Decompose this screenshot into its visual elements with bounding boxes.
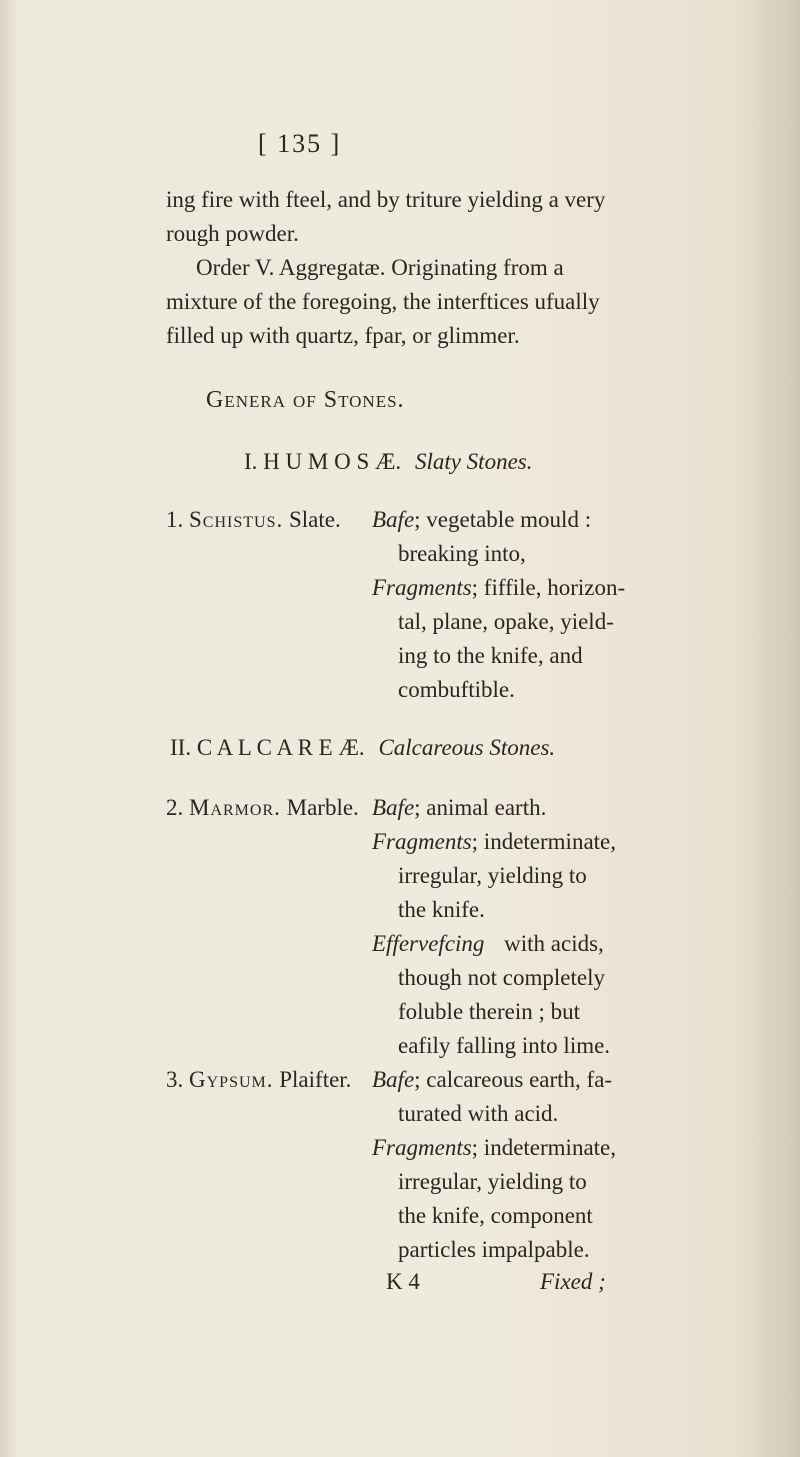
entry-line: particles impalpable.	[398, 1237, 590, 1262]
section-subtitle: Calcareous Stones.	[378, 735, 556, 760]
entry-gypsum-base	[372, 1066, 612, 1094]
entry-marmor-base	[372, 794, 546, 822]
entry-marmor-label	[166, 794, 359, 822]
entry-marmor-effervescing	[372, 930, 604, 958]
entry-line: though not completely	[398, 965, 605, 990]
entry-schistus-fragments	[372, 574, 625, 602]
entry-line: irregular, yielding to	[398, 863, 587, 888]
effervescing-label: Effervefcing	[372, 931, 485, 956]
base-label: Bafe	[372, 1067, 415, 1092]
entry-line: tal, plane, opake, yield-	[398, 609, 614, 634]
fragments-text: ; indeterminate,	[471, 1135, 617, 1160]
entry-number: 1.	[166, 507, 184, 532]
entry-line: ing to the knife, and	[398, 643, 583, 668]
fragments-text: ; fiffile, horizon-	[471, 575, 626, 600]
entry-english-name: Marble.	[286, 795, 359, 820]
entry-schistus-label	[166, 506, 341, 534]
entry-line: turated with acid.	[398, 1101, 559, 1126]
entry-line: combuftible.	[398, 677, 515, 702]
section-subtitle: Slaty Stones.	[414, 449, 533, 474]
entry-number: 2.	[166, 795, 184, 820]
section-heading-humosae	[244, 448, 532, 476]
signature-mark: K 4	[386, 1269, 420, 1294]
section-title: II. C A L C A R E Æ.	[170, 735, 365, 760]
effervescing-text: with acids,	[504, 931, 604, 956]
entry-gypsum-fragments	[372, 1134, 616, 1162]
intro-line-4: mixture of the foregoing, the interftices ufually	[166, 289, 600, 314]
entry-line: the knife.	[398, 897, 485, 922]
entry-number: 3.	[166, 1067, 184, 1092]
entry-latin-name: Gypsum.	[189, 1067, 274, 1092]
page-number-header: [ 135 ]	[258, 129, 342, 158]
intro-line-1: ing fire with fteel, and by triture yielding a very	[166, 187, 606, 212]
fragments-label: Fragments	[372, 829, 472, 854]
genera-heading: Genera of Stones.	[206, 387, 405, 413]
entry-line: irregular, yielding to	[398, 1169, 587, 1194]
entry-schistus-base	[372, 506, 591, 534]
base-text: ; vegetable mould :	[414, 507, 592, 532]
entry-english-name: Slate.	[288, 507, 341, 532]
section-heading-calcareae	[170, 734, 555, 762]
intro-line-5: filled up with quartz, fpar, or glimmer.	[166, 323, 520, 348]
catchword: Fixed ;	[540, 1269, 606, 1294]
entry-gypsum-label	[166, 1066, 351, 1094]
entry-english-name: Plaifter.	[279, 1067, 352, 1092]
entry-line: breaking into,	[398, 541, 526, 566]
base-text: ; calcareous earth, fa-	[414, 1067, 613, 1092]
entry-latin-name: Schistus.	[189, 507, 284, 532]
base-label: Bafe	[372, 507, 415, 532]
entry-marmor-fragments	[372, 828, 616, 856]
intro-line-3: Order V. Aggregatæ. Originating from a	[196, 255, 564, 280]
intro-line-2: rough powder.	[166, 221, 299, 246]
entry-latin-name: Marmor.	[189, 795, 281, 820]
fragments-text: ; indeterminate,	[471, 829, 617, 854]
entry-line: foluble therein ; but	[398, 999, 581, 1024]
section-title: I. H U M O S Æ.	[244, 449, 402, 474]
entry-line: eafily falling into lime.	[398, 1033, 611, 1058]
base-label: Bafe	[372, 795, 415, 820]
fragments-label: Fragments	[372, 1135, 472, 1160]
entry-line: the knife, component	[398, 1203, 593, 1228]
base-text: ; animal earth.	[414, 795, 547, 820]
fragments-label: Fragments	[372, 575, 472, 600]
